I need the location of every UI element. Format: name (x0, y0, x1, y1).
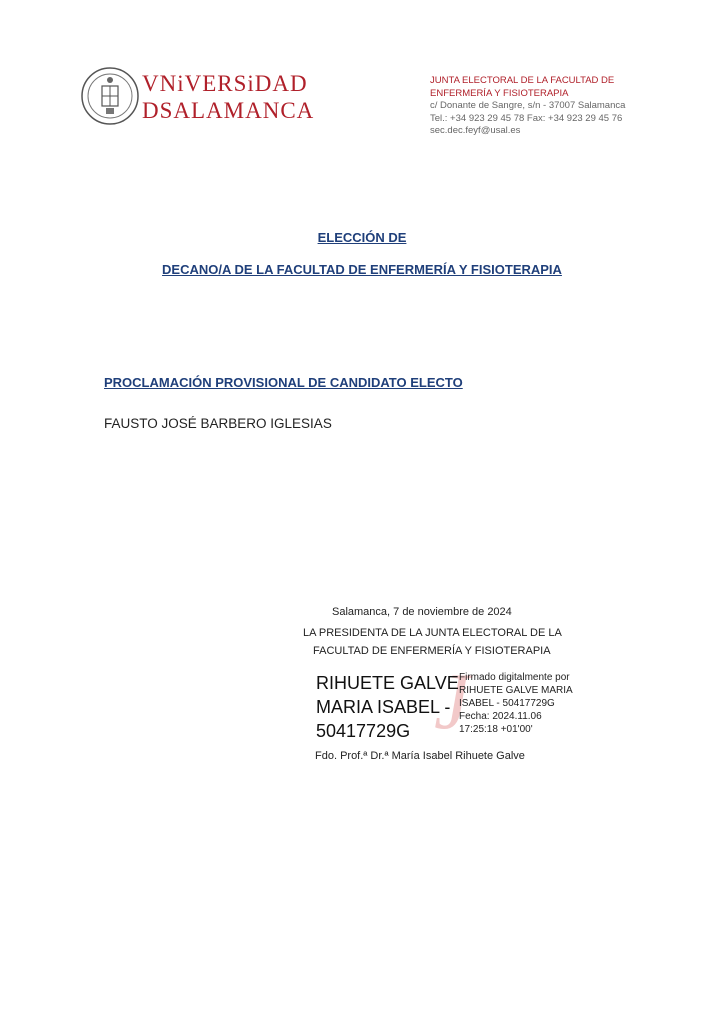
university-name-line1: VNiVERSiDAD (142, 71, 308, 96)
signature-footer: Fdo. Prof.ª Dr.ª María Isabel Rihuete Galve (315, 750, 525, 762)
elected-candidate: FAUSTO JOSÉ BARBERO IGLESIAS (104, 416, 332, 431)
place-date: Salamanca, 7 de noviembre de 2024 (332, 606, 512, 618)
section-heading: PROCLAMACIÓN PROVISIONAL DE CANDIDATO ELECTO (104, 375, 463, 390)
university-seal-logo (80, 66, 140, 126)
signer-line2: MARIA ISABEL - (316, 697, 451, 717)
digital-line3: ISABEL - 50417729G (459, 698, 555, 709)
email: sec.dec.feyf@usal.es (430, 125, 521, 136)
university-name-line2: DSALAMANCA (142, 98, 315, 123)
digital-signature-info (459, 671, 573, 736)
role-line1: LA PRESIDENTA DE LA JUNTA ELECTORAL DE LA (303, 627, 562, 639)
signer-line3: 50417729G (316, 721, 411, 741)
digital-line4: Fecha: 2024.11.06 (459, 711, 542, 722)
phone-fax: Tel.: +34 923 29 45 78 Fax: +34 923 29 45 76 (430, 112, 623, 124)
address: c/ Donante de Sangre, s/n - 37007 Salamanca (430, 100, 626, 111)
digital-line5: 17:25:18 +01'00' (459, 724, 533, 735)
university-name (142, 70, 314, 124)
digital-line2: RIHUETE GALVE MARIA (459, 685, 573, 696)
title-line1: ELECCIÓN DE (317, 230, 407, 245)
signer-line1: RIHUETE GALVE (316, 673, 459, 693)
org-line2: ENFERMERÍA Y FISIOTERAPIA (430, 87, 569, 99)
signature-stamp-mark: J (434, 658, 470, 746)
signer-name-block (316, 671, 459, 743)
role-line2: FACULTAD DE ENFERMERÍA Y FISIOTERAPIA (313, 645, 551, 657)
title-line2: DECANO/A DE LA FACULTAD DE ENFERMERÍA Y FISIOTERAPIA (162, 262, 562, 277)
org-line1: JUNTA ELECTORAL DE LA FACULTAD DE (430, 75, 615, 86)
digital-line1: Firmado digitalmente por (459, 672, 570, 683)
header-contact (430, 75, 625, 138)
